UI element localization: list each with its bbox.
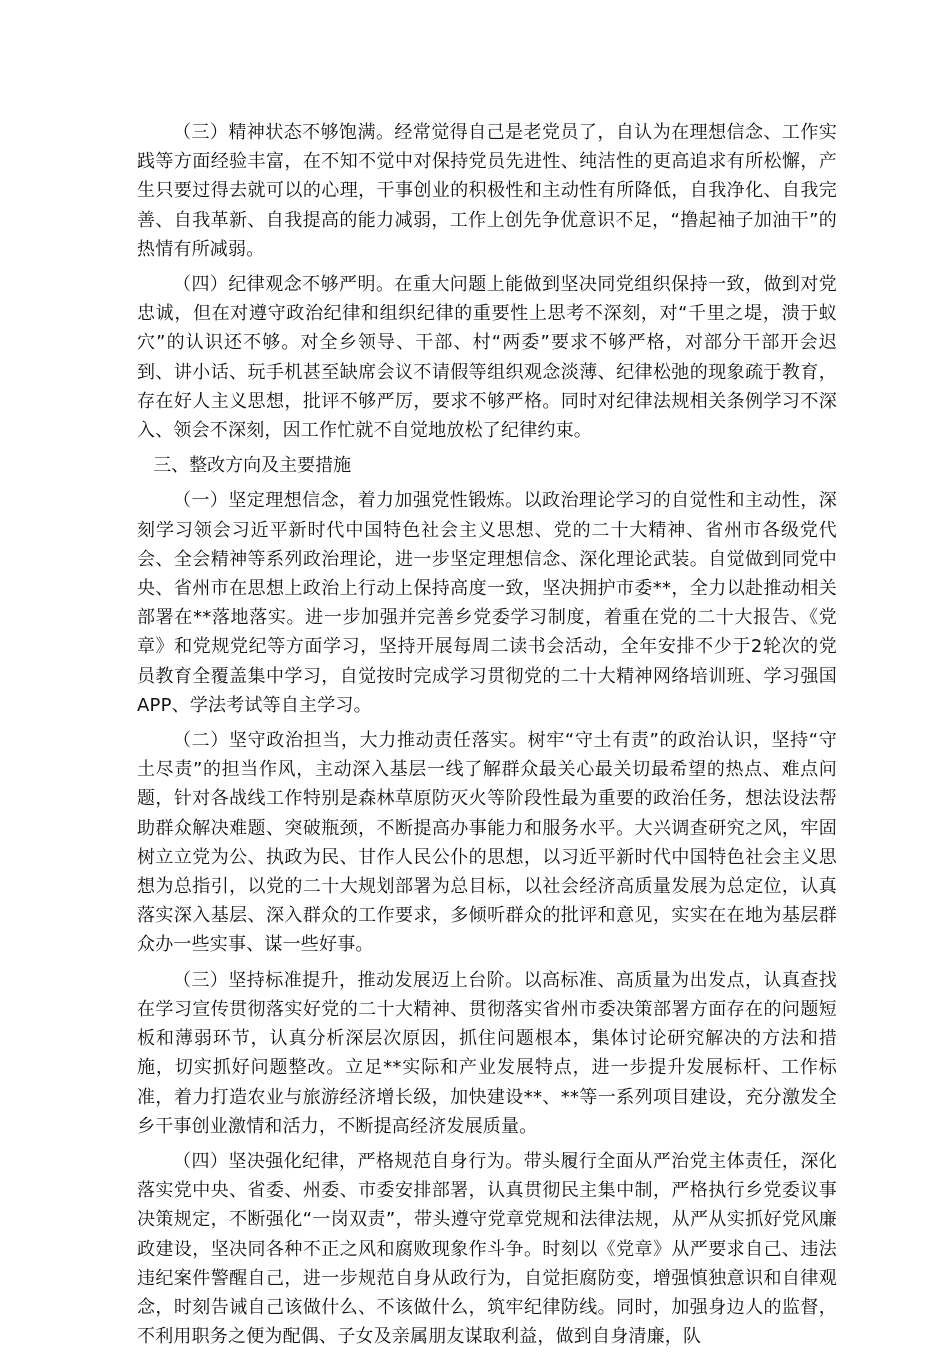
measure-political-responsibility: （二）坚守政治担当，大力推动责任落实。树牢“守土有责”的政治认识，坚持“守土尽责”的担当作风，主动深入基层一线了解群众最关心最关切最希望的热点、难点问题，针对各战线工作特别是森林草原防灭火等阶段性最为重要的政治任务，想法设法帮助群众解决难题、突破瓶颈，不断提高办事能力和服务水平。大兴调查研究之风，牢固树立立党为公、执政为民、甘作人民公仆的思想，以习近平新时代中国特色社会主义思想为总指引，以党的二十大规划部署为总目标，以社会经济高质量发展为总定位，认真落实深入基层、深入群众的工作要求，多倾听群众的批评和意见，实实在在地为基层群众办一些实事、谋一些好事。 bbox=[137, 730, 837, 956]
measure-standards-upgrade: （三）坚持标准提升，推动发展迈上台阶。以高标准、高质量为出发点，认真查找在学习宣传贯彻落实好党的二十大精神、贯彻落实省州市委决策部署方面存在的问题短板和薄弱环节，认真分析深层次原因，抓住问题根本，集体讨论研究解决的方法和措施，切实抓好问题整改。立足**实际和产业发展特点，进一步提升发展标杆、工作标准，着力打造农业与旅游经济增长级，加快建设**、**等一系列项目建设，充分激发全乡干事创业激情和活力，不断提高经济发展质量。 bbox=[137, 969, 837, 1137]
section-heading: 三、整改方向及主要措施 bbox=[153, 455, 352, 477]
measure-strengthen-discipline: （四）坚决强化纪律，严格规范自身行为。带头履行全面从严治党主体责任，深化落实党中央、省委、州委、市委安排部署，认真贯彻民主集中制，严格执行乡党委议事决策规定，不断强化“一岗双责”，带头遵守党章党规和法律法规，从严从实抓好党风廉政建设，坚决同各种不正之风和腐败现象作斗争。时刻以《党章》从严要求自己、违法违纪案件警醒自己，进一步规范自身从政行为，自觉拒腐防变，增强慎独意识和自律观念，时刻告诫自己该做什么、不该做什么，筑牢纪律防线。同时，加强身边人的监督，不利用职务之便为配偶、子女及亲属朋友谋取利益，做到自身清廉，队 bbox=[137, 1150, 837, 1348]
paragraph-spirit-state: （三）精神状态不够饱满。经常觉得自己是老党员了，自认为在理想信念、工作实践等方面经验丰富，在不知不觉中对保持党员先进性、纯洁性的更高追求有所松懈，产生只要过得去就可以的心理，干事创业的积极性和主动性有所降低，自我净化、自我完善、自我革新、自我提高的能力减弱，工作上创先争优意识不足，“撸起袖子加油干”的热情有所减弱。 bbox=[137, 122, 837, 260]
measure-ideals-beliefs: （一）坚定理想信念，着力加强党性锻炼。以政治理论学习的自觉性和主动性，深刻学习领会习近平新时代中国特色社会主义思想、党的二十大精神、省州市各级党代会、全会精神等系列政治理论，进一步坚定理想信念、深化理论武装。自觉做到同党中央、省州市在思想上政治上行动上保持高度一致，坚决拥护市委**，全力以赴推动相关部署在**落地落实。进一步加强并完善乡党委学习制度，着重在党的二十大报告、《党章》和党规党纪等方面学习，坚持开展每周二读书会活动，全年安排不少于2轮次的党员教育全覆盖集中学习，自觉按时完成学习贯彻党的二十大精神网络培训班、学习强国APP、学法考试等自主学习。 bbox=[137, 490, 837, 716]
document-page bbox=[137, 118, 837, 1357]
paragraph-discipline-awareness: （四）纪律观念不够严明。在重大问题上能做到坚决同党组织保持一致，做到对党忠诚，但在对遵守政治纪律和组织纪律的重要性上思考不深刻，对“千里之堤，溃于蚁穴”的认识还不够。对全乡领导、干部、村“两委”要求不够严格，对部分干部开会迟到、讲小话、玩手机甚至缺席会议不请假等组织观念淡薄、纪律松弛的现象疏于教育，存在好人主义思想，批评不够严厉，要求不够严格。同时对纪律法规相关条例学习不深入、领会不深刻，因工作忙就不自觉地放松了纪律约束。 bbox=[137, 274, 837, 442]
